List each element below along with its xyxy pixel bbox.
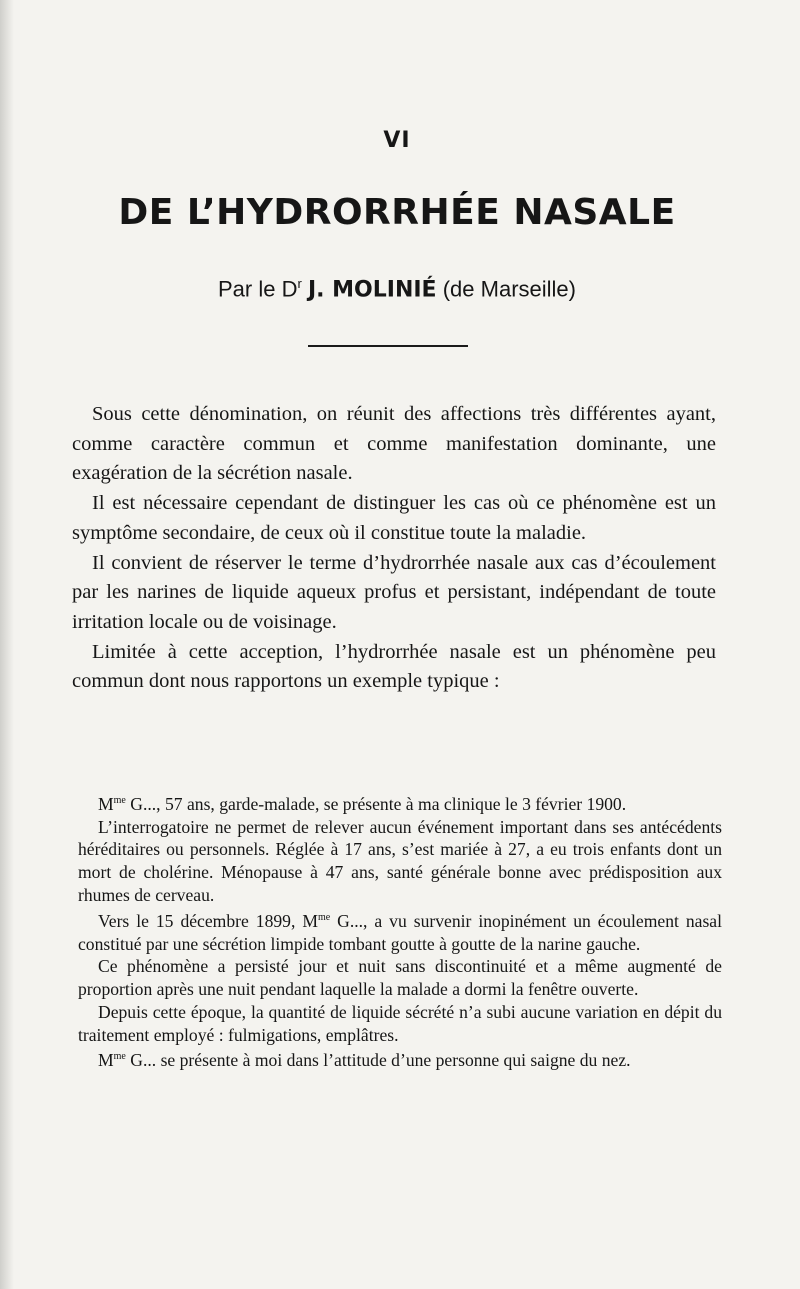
byline-author: J. MOLINIÉ <box>307 277 437 303</box>
chapter-number: VI <box>383 128 411 153</box>
case-text: Vers le 15 décembre 1899, M <box>98 910 318 931</box>
body-paragraph: Il convient de réserver le terme d’hydrorrhée nasale aux cas d’écoulement par les narines de liquide aqueux profus et persistant, indépendant de toute irritation locale ou de voisinage. <box>72 551 716 633</box>
case-text: G... se présente à moi dans l’attitude d’une personne qui saigne du nez. <box>125 1050 631 1071</box>
case-paragraph <box>78 1046 722 1072</box>
case-text: G..., a vu survenir inopinément un écoulement nasal constitué par une sécrétion limpide tombant goutte à goutte de la narine gauche. <box>78 910 723 954</box>
case-report <box>78 790 722 1072</box>
introduction-text <box>72 400 716 697</box>
case-text-sup: me <box>317 911 331 923</box>
document-page <box>72 0 722 1289</box>
case-paragraph: Ce phénomène a persisté jour et nuit sans discontinuité et a même augmenté de proportion après une nuit pendant laquelle la malade a dormi la fenêtre ouverte. <box>78 956 722 1000</box>
case-paragraph <box>78 907 722 955</box>
case-paragraph: Depuis cette époque, la quantité de liquide sécrété n’a subi aucune variation en dépit du traitement employé : fulmigations, emplâtres. <box>78 1001 722 1045</box>
byline-affiliation: (de Marseille) <box>442 276 576 302</box>
body-paragraph: Sous cette dénomination, on réunit des affections très différentes ayant, comme caractère commun et comme manifestation dominante, une exagération de la sécrétion nasale. <box>72 403 716 485</box>
case-text-sup: me <box>113 795 126 806</box>
article-title: DE L’HYDRORRHÉE NASALE <box>118 192 676 233</box>
title-divider <box>308 345 468 347</box>
body-paragraph: Il est nécessaire cependant de distinguer les cas où ce phénomène est un symptôme secondaire, de ceux où il constitue toute la maladie. <box>72 492 716 544</box>
case-text: G..., 57 ans, garde-malade, se présente à ma clinique le 3 février 1900. <box>125 793 627 814</box>
body-paragraph: Limitée à cette acception, l’hydrorrhée nasale est un phénomène peu commun dont nous rapportons un exemple typique : <box>72 640 716 693</box>
case-text-sup: me <box>113 1051 126 1063</box>
byline <box>72 276 722 302</box>
case-text-m: M <box>98 793 114 814</box>
byline-prefix: Par le D <box>218 276 298 302</box>
byline-title-superscript: r <box>297 276 302 291</box>
case-text-m: M <box>98 1050 114 1071</box>
case-paragraph <box>78 790 722 816</box>
page-edge-shadow <box>0 0 14 1289</box>
case-paragraph: L’interrogatoire ne permet de relever aucun événement important dans ses antécédents héréditaires ou personnels. Réglée à 17 ans, s’est mariée à 27, a eu trois enfants dont un mort de cholérine. Ménopause à 47 ans, santé générale bonne avec prédisposition aux rhumes de cerveau. <box>78 816 722 906</box>
